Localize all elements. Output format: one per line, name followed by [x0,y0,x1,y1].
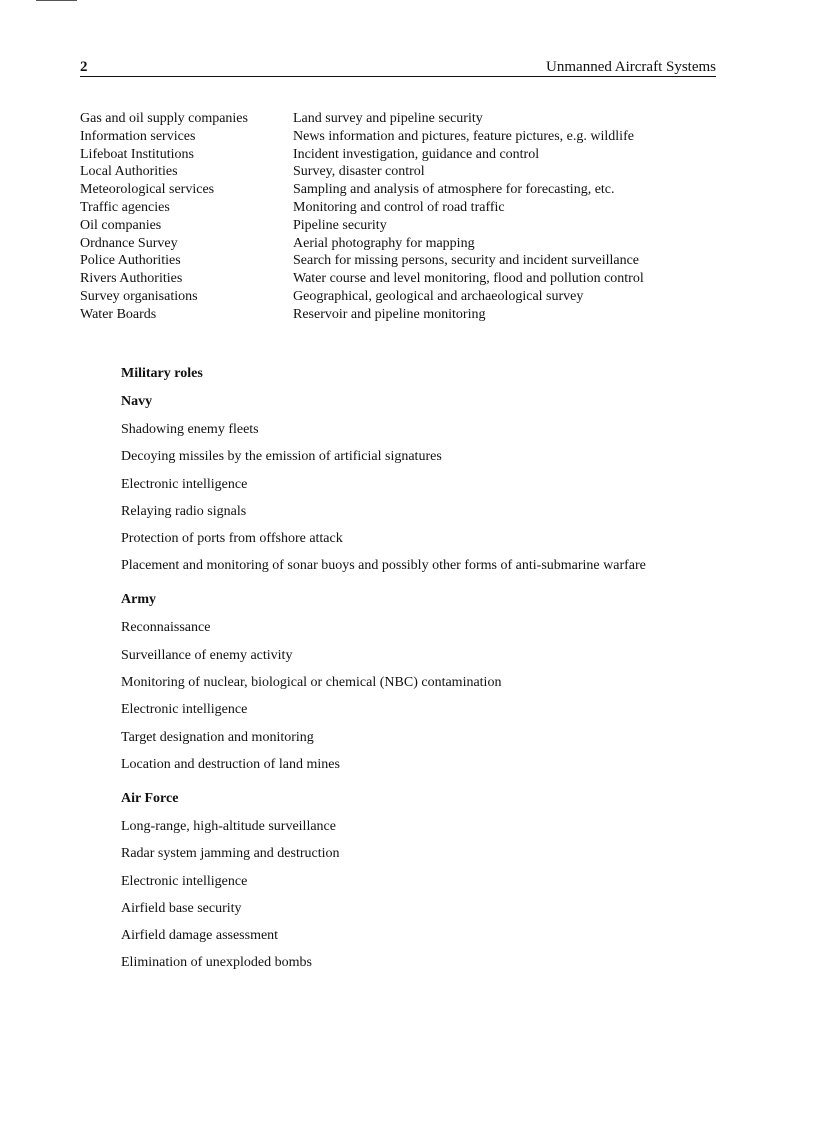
organisation-cell: Meteorological services [80,182,215,198]
group-heading: Army [121,592,156,608]
role-cell: Survey, disaster control [293,164,425,180]
role-cell: Search for missing persons, security and incident surveillance [293,253,640,269]
role-cell: Incident investigation, guidance and control [293,146,540,162]
organisation-cell: Local Authorities [80,164,178,180]
table-row [80,163,716,181]
table-row [80,270,716,288]
table-row [80,217,716,235]
group-heading: Navy [121,394,153,409]
list-item: Monitoring of nuclear, biological or chemical (NBC) contamination [121,675,502,691]
role-cell: Pipeline security [293,217,387,233]
list-item: Location and destruction of land mines [121,756,340,772]
list-item: Shadowing enemy fleets [121,422,259,437]
list-item: Radar system jamming and destruction [121,846,340,862]
list-item: Relaying radio signals [121,503,247,519]
organisation-cell: Ordnance Survey [80,235,178,251]
crop-mark [36,0,77,1]
table-row [80,110,716,128]
role-cell: Aerial photography for mapping [293,235,475,251]
organisation-cell: Lifeboat Institutions [80,146,194,162]
military-roles-title: Military roles [121,366,203,381]
organisation-cell: Police Authorities [80,253,181,269]
list-item: Placement and monitoring of sonar buoys and possibly other forms of anti-submarine warfare [121,558,646,574]
list-item: Decoying missiles by the emission of artificial signatures [121,449,442,465]
organisation-cell: Rivers Authorities [80,271,183,287]
role-cell: Geographical, geological and archaeological survey [293,288,584,304]
list-item: Reconnaissance [121,620,211,636]
organisation-cell: Gas and oil supply companies [80,111,248,126]
role-list [121,421,676,575]
page-number: 2 [80,59,88,75]
list-item: Target designation and monitoring [121,729,314,745]
organisation-cell: Information services [80,128,196,144]
table-row [80,146,716,164]
table-row [80,199,716,217]
role-list [121,818,676,972]
list-item: Airfield damage assessment [121,928,279,944]
list-item: Surveillance of enemy activity [121,647,293,663]
organisation-cell: Oil companies [80,217,162,233]
role-list [121,619,676,773]
table-row [80,288,716,306]
table-row [80,252,716,270]
organisation-cell: Water Boards [80,306,157,322]
civil-roles-table [80,110,716,324]
role-cell: Land survey and pipeline security [293,111,483,126]
table-row [80,181,716,199]
group-heading: Air Force [121,790,179,806]
table-row [80,128,716,146]
list-item: Protection of ports from offshore attack [121,531,343,547]
role-cell: News information and pictures, feature pictures, e.g. wildlife [293,128,634,144]
role-cell: Reservoir and pipeline monitoring [293,306,486,322]
table-row [80,306,716,324]
organisation-cell: Traffic agencies [80,199,170,215]
table-row [80,235,716,253]
running-header [80,58,716,77]
role-cell: Water course and level monitoring, flood and pollution control [293,271,644,287]
list-item: Electronic intelligence [121,476,248,492]
military-roles-section [121,365,676,972]
organisation-cell: Survey organisations [80,288,198,304]
running-title: Unmanned Aircraft Systems [546,59,716,75]
list-item: Electronic intelligence [121,702,248,718]
list-item: Airfield base security [121,900,242,916]
role-cell: Sampling and analysis of atmosphere for forecasting, etc. [293,182,615,198]
list-item: Elimination of unexploded bombs [121,955,312,971]
list-item: Long-range, high-altitude surveillance [121,818,336,834]
list-item: Electronic intelligence [121,873,248,889]
role-cell: Monitoring and control of road traffic [293,199,505,215]
